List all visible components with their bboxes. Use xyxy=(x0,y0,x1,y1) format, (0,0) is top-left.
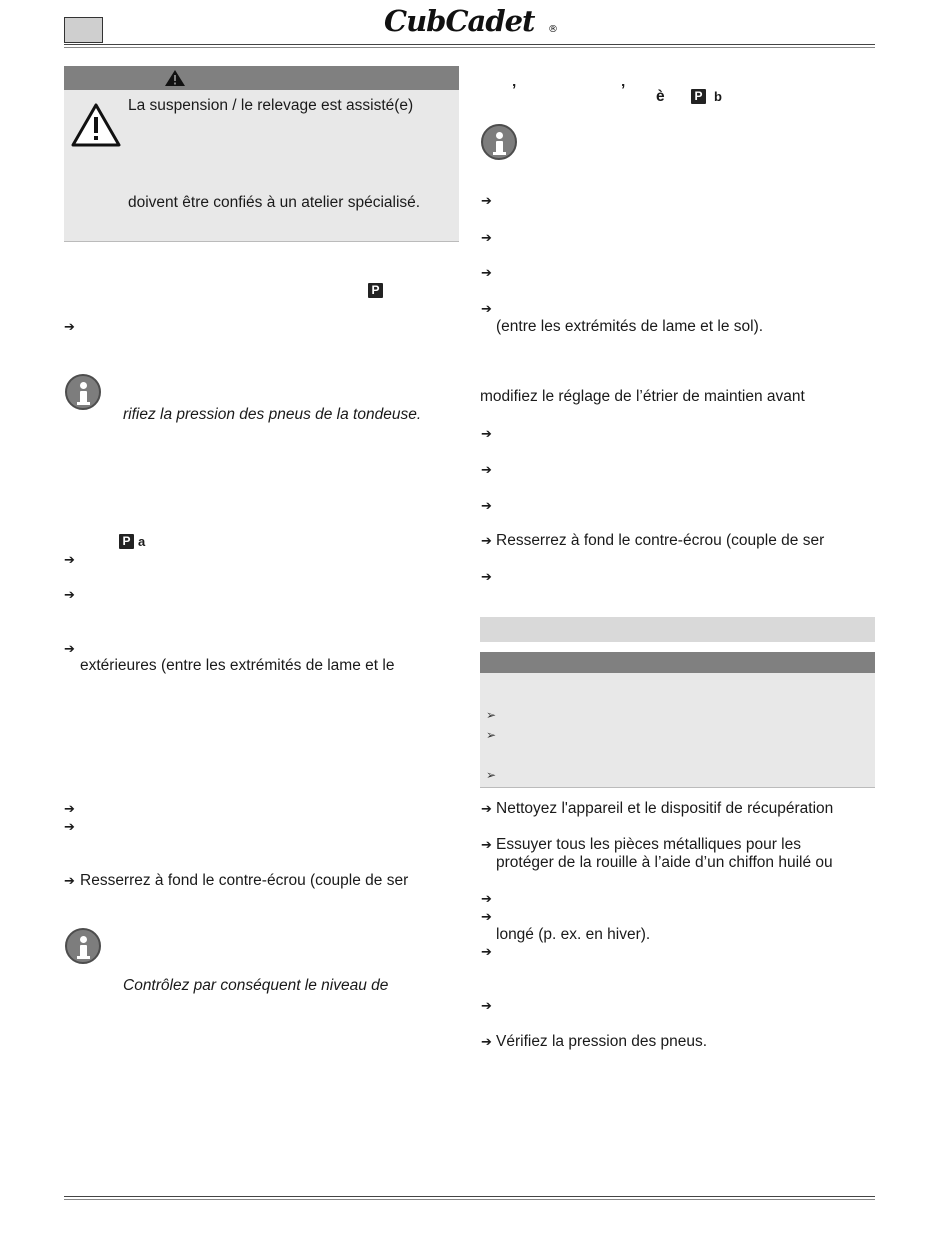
warning-box xyxy=(64,66,459,242)
storage-box-header xyxy=(480,652,875,673)
line-exterieures: extérieures (entre les extrémités de lame et le xyxy=(80,657,395,674)
arrow-bullet: ➔ xyxy=(481,1034,492,1049)
header-rule xyxy=(64,44,875,45)
line-longe: longé (p. ex. en hiver). xyxy=(496,926,651,943)
line-nettoyez: Nettoyez l'appareil et le dispositif de récupération xyxy=(496,800,834,817)
arrow-bullet: ➔ xyxy=(481,265,492,280)
arrow-bullet: ➔ xyxy=(64,319,75,334)
warning-box-header xyxy=(64,66,459,90)
line-essuyer-2: protéger de la rouille à l’aide d’un chiffon huilé ou xyxy=(496,854,833,871)
park-p-icon: P xyxy=(119,534,134,549)
arrow-bullet: ➔ xyxy=(64,801,75,816)
note-controlez: Contrôlez par conséquent le niveau de xyxy=(123,977,389,994)
arrow-bullet: ➔ xyxy=(481,944,492,959)
triangle-bullet: ➢ xyxy=(486,728,497,742)
arrow-bullet: ➔ xyxy=(481,301,492,316)
line-resserrez-right: Resserrez à fond le contre-écrou (couple de ser xyxy=(496,532,825,549)
info-icon xyxy=(65,928,101,964)
triangle-bullet: ➢ xyxy=(486,708,497,722)
top-apostrophe-2: ’ xyxy=(621,82,626,99)
p-suffix-a: a xyxy=(138,534,146,549)
arrow-bullet: ➔ xyxy=(481,569,492,584)
line-entre: (entre les extrémités de lame et le sol). xyxy=(496,318,764,335)
warning-triangle-icon xyxy=(164,69,186,87)
arrow-bullet: ➔ xyxy=(481,230,492,245)
top-apostrophe-1: ’ xyxy=(512,82,517,99)
arrow-bullet: ➔ xyxy=(481,837,492,852)
arrow-bullet: ➔ xyxy=(481,891,492,906)
arrow-bullet: ➔ xyxy=(64,819,75,834)
storage-box xyxy=(480,652,875,788)
svg-text:CubCadet: CubCadet xyxy=(384,4,535,38)
svg-text:®: ® xyxy=(548,24,558,35)
p-suffix-b: b xyxy=(714,89,722,104)
cub-cadet-logo xyxy=(382,4,562,38)
header-rule-thin xyxy=(64,47,875,48)
footer-rule xyxy=(64,1196,875,1197)
line-verifiez: Vérifiez la pression des pneus. xyxy=(496,1033,708,1050)
info-icon xyxy=(481,124,517,160)
line-modifiez: modifiez le réglage de l’étrier de maintien avant xyxy=(480,388,805,405)
arrow-bullet: ➔ xyxy=(481,801,492,816)
park-p-icon: P xyxy=(691,89,706,104)
arrow-bullet: ➔ xyxy=(481,193,492,208)
triangle-bullet: ➢ xyxy=(486,768,497,782)
line-essuyer-1: Essuyer tous les pièces métalliques pour les xyxy=(496,836,801,853)
info-icon xyxy=(65,374,101,410)
arrow-bullet: ➔ xyxy=(481,909,492,924)
top-e-grave: è xyxy=(656,88,665,105)
arrow-bullet: ➔ xyxy=(64,552,75,567)
arrow-bullet: ➔ xyxy=(481,498,492,513)
arrow-bullet: ➔ xyxy=(64,873,75,888)
arrow-bullet: ➔ xyxy=(64,587,75,602)
warning-line-1: La suspension / le relevage est assisté(e) xyxy=(128,97,414,114)
page-number-box xyxy=(64,17,103,43)
arrow-bullet: ➔ xyxy=(481,462,492,477)
warning-line-2: doivent être confiés à un atelier spécialisé. xyxy=(128,194,421,211)
footer-rule-thin xyxy=(64,1199,875,1200)
arrow-bullet: ➔ xyxy=(481,426,492,441)
section-heading-bar xyxy=(480,617,875,642)
arrow-bullet: ➔ xyxy=(64,641,75,656)
line-resserrez-left: Resserrez à fond le contre-écrou (couple de ser xyxy=(80,872,409,889)
arrow-bullet: ➔ xyxy=(481,998,492,1013)
note-tire-pressure: rifiez la pression des pneus de la tondeuse. xyxy=(123,406,422,423)
arrow-bullet: ➔ xyxy=(481,533,492,548)
warning-triangle-icon xyxy=(70,102,122,148)
park-p-icon: P xyxy=(368,283,383,298)
